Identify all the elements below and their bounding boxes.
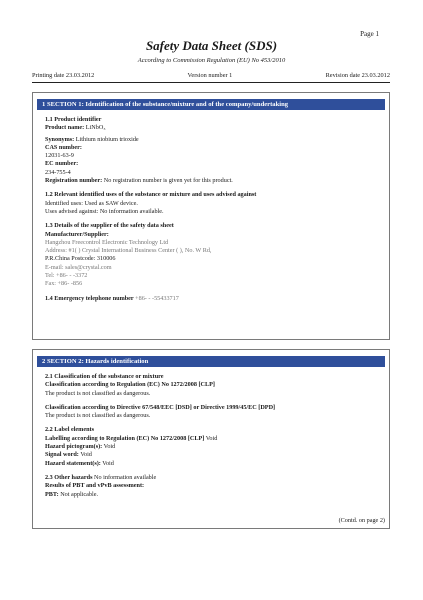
section-1-header: 1 SECTION 1: Identification of the substance/mixture and of the company/undertaking: [37, 99, 385, 110]
s2-2-title: 2.2 Label elements: [45, 426, 94, 434]
s1-4-line: [45, 295, 377, 303]
pbt-title: Results of PBT and vPvB assessment:: [45, 482, 145, 490]
registration-line: [45, 177, 377, 185]
synonyms-line: [45, 136, 377, 144]
section-1-box: [32, 92, 390, 340]
page-number: Page 1: [360, 30, 379, 38]
registration-value: No registration number is given yet for this product.: [103, 177, 233, 185]
s2-3-line: [45, 474, 377, 482]
section-2-header: 2 SECTION 2: Hazards identification: [37, 356, 385, 367]
supplier-address: Address: #1( ) Crystal International Business Center ( ), No. W Rd,: [45, 247, 212, 255]
ec-label: EC number:: [45, 160, 79, 168]
supplier-city: P.R.China Postcode: 310006: [45, 255, 116, 263]
revision-date: Revision date 23.03.2012: [325, 72, 390, 79]
s1-3-title: 1.3 Details of the supplier of the safety data sheet: [45, 222, 174, 230]
identified-uses: Identified uses: Used as SAW device.: [45, 199, 138, 207]
s2-2-clp-line: [45, 435, 377, 443]
s2-1-clp-value: The product is not classified as dangerous.: [45, 389, 151, 397]
product-name-line: [45, 124, 377, 132]
s2-1-title: 2.1 Classification of the substance or mixture: [45, 373, 164, 380]
signal-word-line: [45, 451, 377, 459]
s2-3-value: No information available: [94, 473, 157, 481]
signal-word-label: Signal word:: [45, 451, 79, 459]
pictograms-label: Hazard pictogram(s):: [45, 443, 103, 451]
synonyms-value: Lithium niobium trioxide: [75, 135, 139, 143]
s2-3-label: 2.3 Other hazards: [45, 473, 93, 481]
signal-word-value: Void: [80, 451, 92, 459]
s1-2-title: 1.2 Relevant identified uses of the substance or mixture and uses advised against: [45, 191, 257, 199]
supplier-name: Hangzhou Freecontrol Electronic Technology Ltd: [45, 238, 169, 246]
product-name-label: Product name:: [45, 124, 85, 132]
hazard-statements-label: Hazard statement(s):: [45, 459, 101, 467]
supplier-email: E-mail: sales@crystal.com: [45, 263, 112, 271]
continued-note: (Contd. on page 2): [338, 517, 385, 524]
supplier-fax: Fax: +86- -856: [45, 280, 83, 288]
supplier-label: Manufacturer/Supplier:: [45, 230, 109, 238]
s2-1-dsd-heading: Classification according to Directive 67/548/EEC [DSD] or Directive 1999/45/EC [DPD]: [45, 403, 276, 411]
section-1-body: [33, 110, 389, 303]
s2-1-dsd-value: The product is not classified as dangerous.: [45, 412, 151, 420]
product-name-value: LiNbO₃: [85, 124, 106, 132]
version-number: Version number 1: [187, 72, 233, 79]
hazard-statements-value: Void: [102, 459, 114, 467]
document-title: Safety Data Sheet (SDS): [145, 38, 278, 53]
section-2-box: [32, 349, 390, 529]
document-meta-row: [32, 72, 390, 83]
cas-value: 12031-63-9: [45, 152, 74, 160]
section-2-body: [33, 367, 389, 499]
s2-2-clp-value: Void: [205, 434, 218, 442]
synonyms-label: Synonyms:: [45, 135, 75, 143]
s1-4-label: 1.4 Emergency telephone number: [45, 294, 134, 302]
registration-label: Registration number:: [45, 177, 103, 185]
printing-date: Printing date 23.03.2012: [32, 72, 95, 79]
s2-1-clp-heading: Classification according to Regulation (EC) No 1272/2008 [CLP]: [45, 381, 215, 389]
cas-label: CAS number:: [45, 143, 82, 151]
pbt-label: PBT:: [45, 490, 59, 498]
document-subtitle: According to Commission Regulation (EU) No 453/2010: [137, 57, 286, 64]
emergency-phone: +86- - -55433717: [135, 294, 179, 302]
s1-1-title: 1.1 Product identifier: [45, 116, 102, 123]
ec-value: 234-755-4: [45, 168, 71, 176]
pbt-line: [45, 491, 377, 499]
hazard-statements-line: [45, 460, 377, 468]
pbt-value: Not applicable.: [60, 490, 98, 498]
supplier-tel: Tel: +86- - -3372: [45, 272, 88, 280]
s2-2-clp-heading: Labelling according to Regulation (EC) No 1272/2008 [CLP]: [45, 434, 205, 442]
pictograms-value: Void: [103, 443, 116, 451]
uses-advised-against: Uses advised against: No information available.: [45, 207, 164, 215]
pictograms-line: [45, 443, 377, 451]
